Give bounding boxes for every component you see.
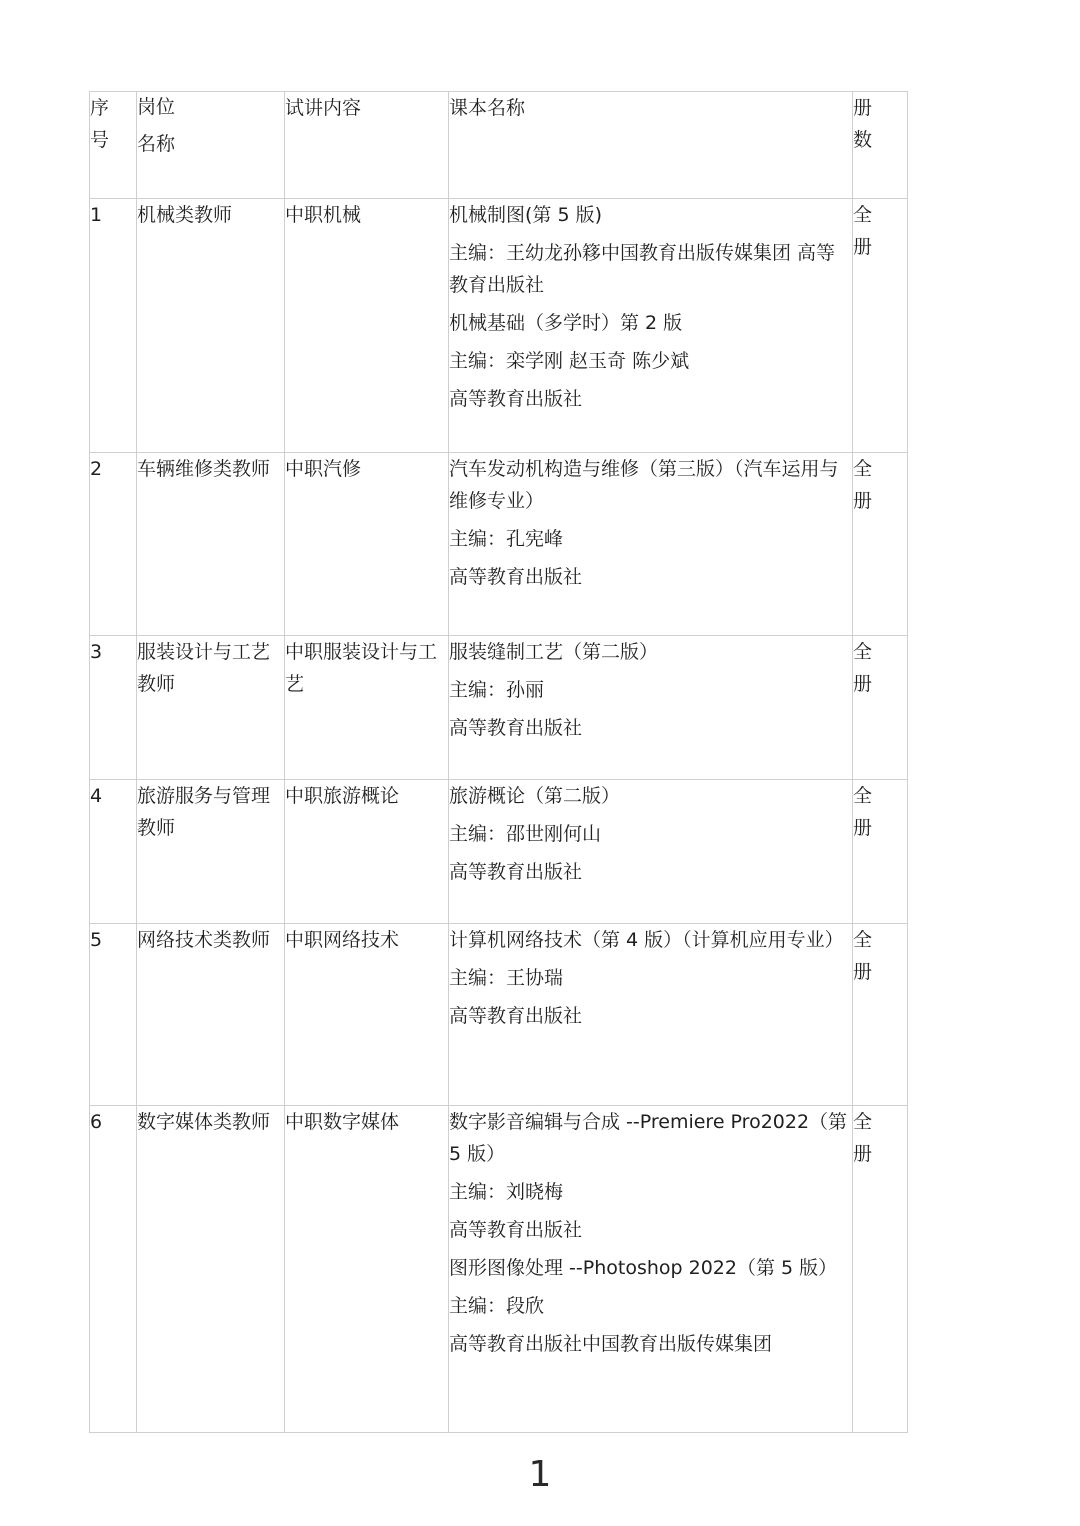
book-line: 图形图像处理 --Photoshop 2022（第 5 版） <box>449 1257 838 1279</box>
table-row <box>90 924 908 1106</box>
header-volume: 册数 <box>853 92 908 199</box>
book-line: 主编：孙丽 <box>449 679 545 701</box>
book-line: 计算机网络技术（第 4 版）（计算机应用专业） <box>449 929 844 951</box>
book-line: 主编：邵世刚何山 <box>449 823 602 845</box>
row-books <box>449 924 853 1106</box>
header-topic: 试讲内容 <box>285 92 449 199</box>
table-row <box>90 780 908 924</box>
textbook-table <box>89 91 908 1433</box>
row-books <box>449 453 853 636</box>
book-line: 主编：栾学刚 赵玉奇 陈少斌 <box>449 350 690 372</box>
row-volume: 全册 <box>853 1106 908 1433</box>
row-no: 1 <box>90 199 137 453</box>
row-books <box>449 1106 853 1433</box>
row-volume: 全册 <box>853 636 908 780</box>
book-line: 高等教育出版社 <box>449 1005 583 1027</box>
row-volume: 全册 <box>853 780 908 924</box>
row-position: 旅游服务与管理教师 <box>137 780 285 924</box>
row-topic: 中职机械 <box>285 199 449 453</box>
book-line: 主编：孔宪峰 <box>449 528 564 550</box>
row-position: 车辆维修类教师 <box>137 453 285 636</box>
header-book: 课本名称 <box>449 92 853 199</box>
row-books <box>449 780 853 924</box>
row-volume: 全册 <box>853 924 908 1106</box>
book-line: 高等教育出版社 <box>449 566 583 588</box>
row-books <box>449 636 853 780</box>
book-line: 主编：王协瑞 <box>449 967 564 989</box>
row-books <box>449 199 853 453</box>
page-number: 1 <box>528 1454 552 1495</box>
book-line: 服装缝制工艺（第二版） <box>449 641 659 663</box>
book-line: 主编：段欣 <box>449 1295 545 1317</box>
header-position: 岗位名称 <box>137 92 285 199</box>
row-position: 网络技术类教师 <box>137 924 285 1106</box>
book-line: 主编：王幼龙孙簃中国教育出版传媒集团 高等教育出版社 <box>449 242 836 296</box>
book-line: 高等教育出版社 <box>449 1219 583 1241</box>
row-position: 服装设计与工艺教师 <box>137 636 285 780</box>
table-row <box>90 453 908 636</box>
book-line: 旅游概论（第二版） <box>449 785 621 807</box>
row-no: 6 <box>90 1106 137 1433</box>
table-row <box>90 636 908 780</box>
row-topic: 中职网络技术 <box>285 924 449 1106</box>
row-topic: 中职旅游概论 <box>285 780 449 924</box>
table-row <box>90 1106 908 1433</box>
row-volume: 全册 <box>853 453 908 636</box>
row-topic: 中职数字媒体 <box>285 1106 449 1433</box>
book-line: 机械基础（多学时）第 2 版 <box>449 312 683 334</box>
row-no: 2 <box>90 453 137 636</box>
row-no: 4 <box>90 780 137 924</box>
table-row <box>90 199 908 453</box>
book-line: 高等教育出版社 <box>449 861 583 883</box>
book-line: 机械制图(第 5 版) <box>449 204 602 226</box>
book-line: 高等教育出版社 <box>449 717 583 739</box>
book-line: 主编：刘晓梅 <box>449 1181 564 1203</box>
row-volume: 全册 <box>853 199 908 453</box>
row-position: 数字媒体类教师 <box>137 1106 285 1433</box>
book-line: 高等教育出版社 <box>449 388 583 410</box>
book-line: 数字影音编辑与合成 --Premiere Pro2022（第 5 版） <box>449 1111 848 1165</box>
row-position: 机械类教师 <box>137 199 285 453</box>
row-topic: 中职服装设计与工艺 <box>285 636 449 780</box>
header-no: 序号 <box>90 92 137 199</box>
book-line: 汽车发动机构造与维修（第三版）（汽车运用与维修专业） <box>449 458 839 512</box>
book-line: 高等教育出版社中国教育出版传媒集团 <box>449 1333 773 1355</box>
row-no: 5 <box>90 924 137 1106</box>
row-no: 3 <box>90 636 137 780</box>
table-header-row <box>90 92 908 199</box>
row-topic: 中职汽修 <box>285 453 449 636</box>
